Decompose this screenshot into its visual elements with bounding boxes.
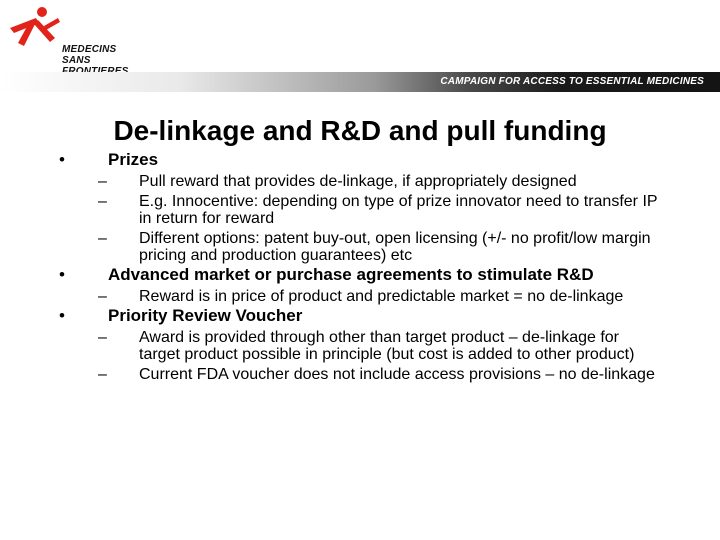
sub-bullet-text: Current FDA voucher does not include access provisions – no de-linkage <box>139 366 655 383</box>
sub-bullet <box>0 366 660 383</box>
logo-line-1: MEDECINS <box>62 44 117 55</box>
msf-logo <box>8 6 158 66</box>
dash-marker: – <box>98 230 107 247</box>
dash-marker: – <box>98 173 107 190</box>
sub-bullet-text: E.g. Innocentive: depending on type of prize innovator need to transfer IP in return for reward <box>139 193 658 227</box>
sub-bullet-text: Reward is in price of product and predictable market = no de-linkage <box>139 288 624 305</box>
dash-marker: – <box>98 193 107 210</box>
bullet-text: Priority Review Voucher <box>108 306 303 325</box>
bullet-text: Prizes <box>108 150 159 169</box>
sub-bullet <box>0 193 660 227</box>
bullet-advanced-market <box>0 265 720 285</box>
sub-bullet <box>0 230 660 264</box>
campaign-banner <box>0 72 720 92</box>
sub-bullet-text: Pull reward that provides de-linkage, if appropriately designed <box>139 173 577 190</box>
slide-body <box>0 150 720 383</box>
msf-logo-figure-icon <box>8 6 60 50</box>
slide-title: De-linkage and R&D and pull funding <box>113 115 607 146</box>
bullet-prizes <box>0 150 720 170</box>
dash-marker: – <box>98 329 107 346</box>
sub-bullet <box>0 329 660 363</box>
dash-marker: – <box>98 366 107 383</box>
bullet-priority-review-voucher <box>0 306 720 326</box>
bullet-marker: • <box>59 306 65 325</box>
bullet-marker: • <box>59 265 65 284</box>
sub-bullet-text: Different options: patent buy-out, open licensing (+/- no profit/low margin pricing and production guarantees) etc <box>139 230 651 264</box>
banner-text: CAMPAIGN FOR ACCESS TO ESSENTIAL MEDICINES <box>440 76 704 87</box>
logo-line-2: SANS <box>62 55 91 66</box>
sub-bullet <box>0 173 660 190</box>
bullet-marker: • <box>59 150 65 169</box>
dash-marker: – <box>98 288 107 305</box>
bullet-text: Advanced market or purchase agreements to stimulate R&D <box>108 265 594 284</box>
sub-bullet-text: Award is provided through other than target product – de-linkage for target product possible in principle (but cost is added to other product) <box>139 329 635 363</box>
sub-bullet <box>0 288 660 305</box>
